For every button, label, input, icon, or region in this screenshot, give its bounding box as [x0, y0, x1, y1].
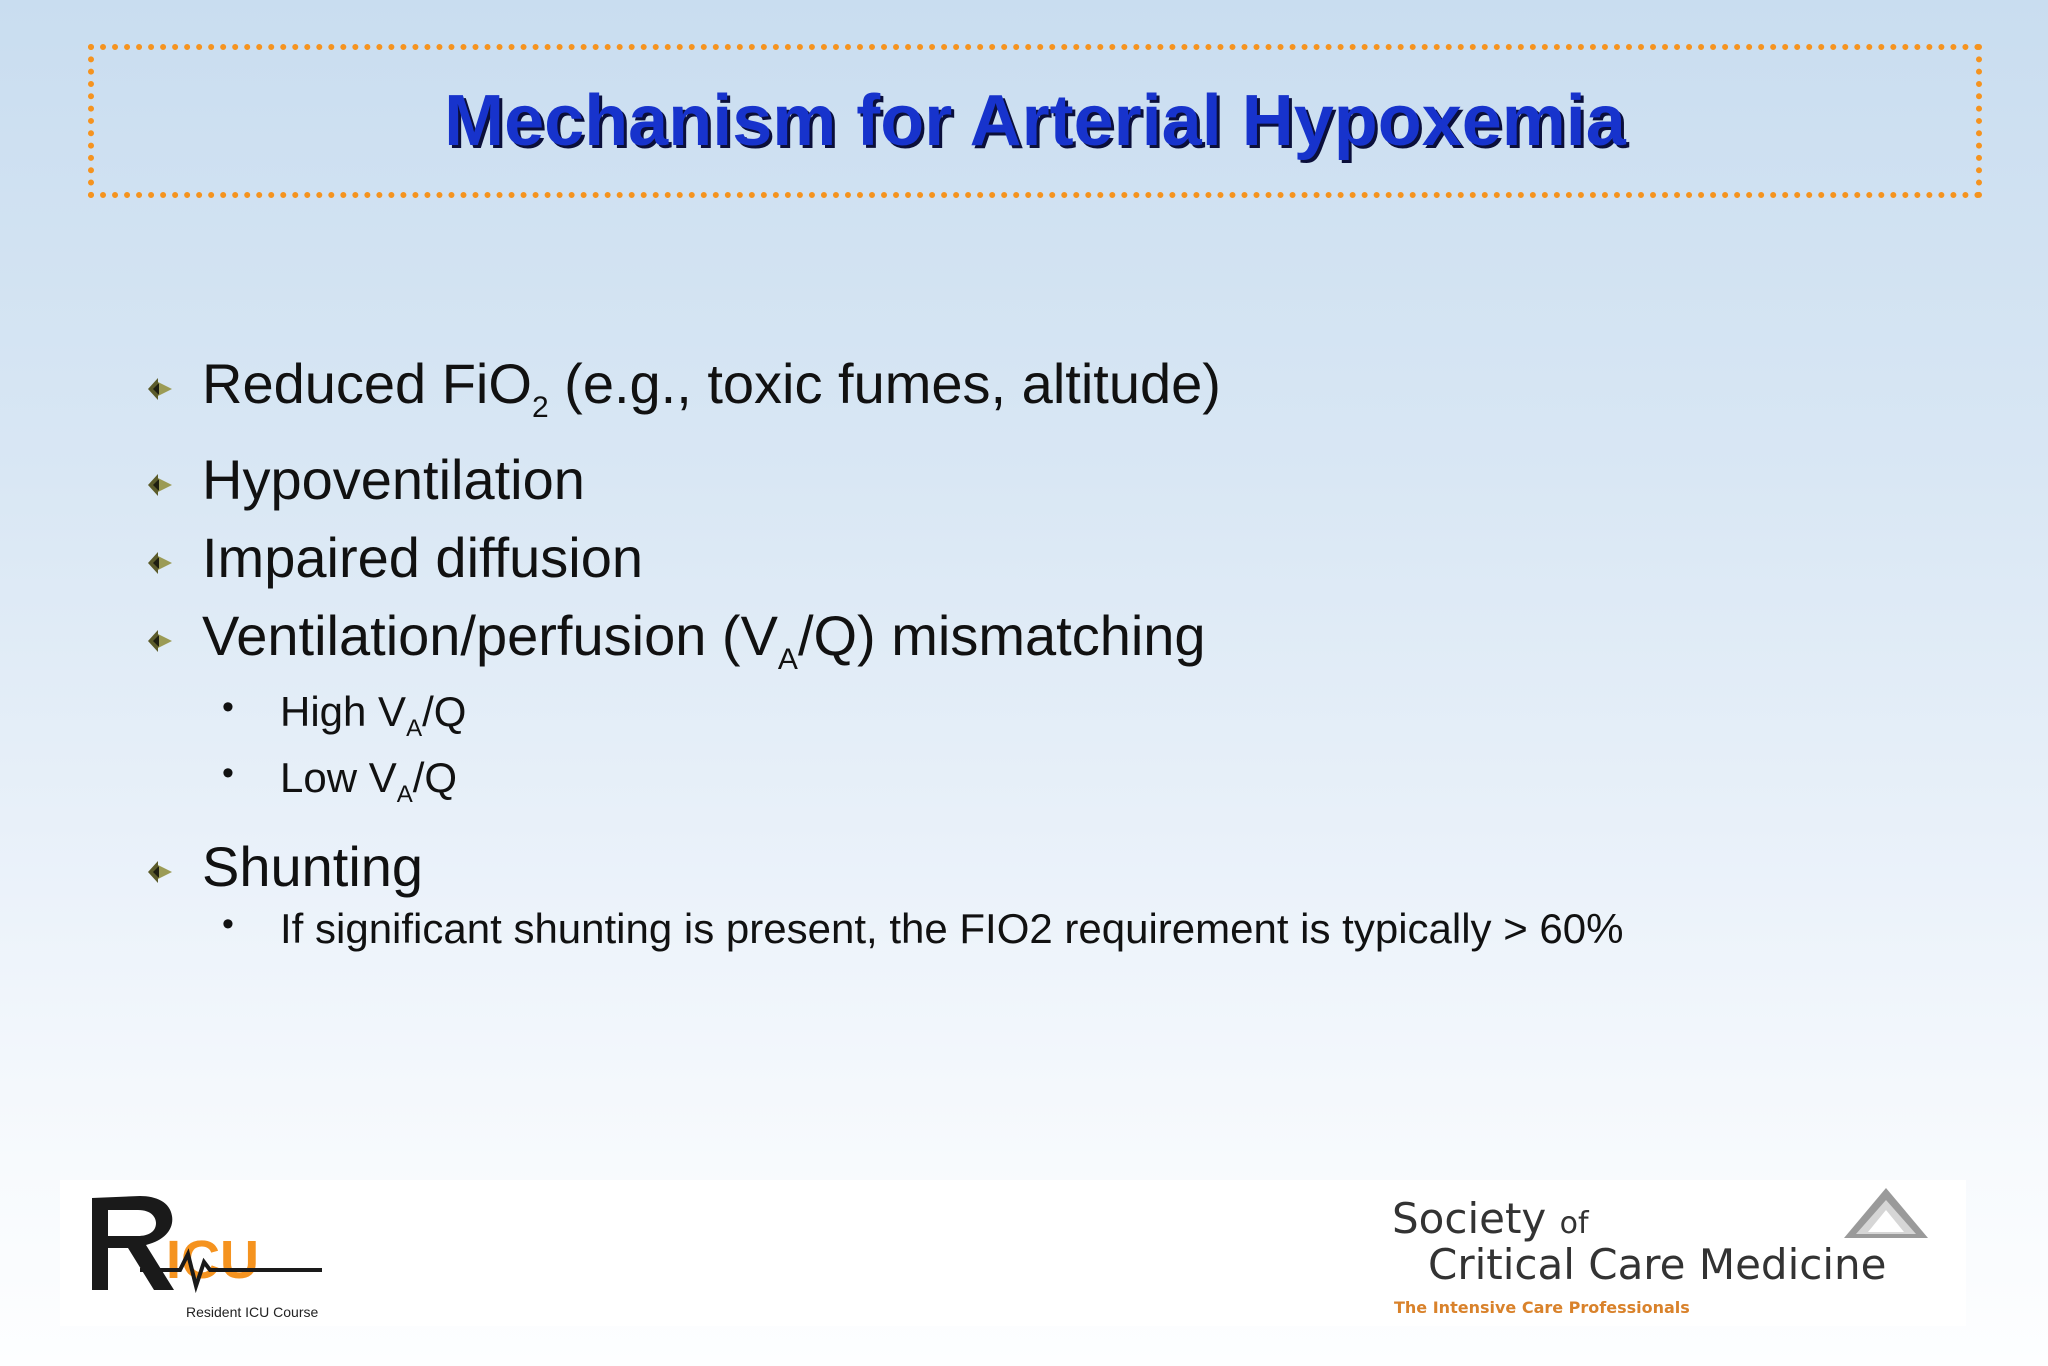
sccm-logo: [1392, 1180, 1952, 1326]
bullet-arrow-icon: [142, 624, 176, 658]
subscript: A: [396, 781, 413, 809]
sub-bullet-text: High V: [280, 687, 407, 735]
bullet-text: Reduced FiO: [202, 352, 532, 415]
sub-bullet-item: [140, 688, 1940, 743]
sub-bullet-text: /Q: [412, 754, 458, 802]
ricu-logo-mark: [84, 1190, 324, 1300]
sccm-pyramid-icon: [1836, 1184, 1946, 1244]
sub-bullet-dot: •: [222, 687, 234, 726]
sccm-name-line2: Critical Care Medicine: [1428, 1240, 1887, 1289]
svg-text:ICU: ICU: [166, 1230, 259, 1290]
bullet-text: /Q) mismatching: [797, 604, 1206, 668]
slide-title: Mechanism for Arterial Hypoxemia: [444, 81, 1626, 161]
subscript: A: [406, 714, 423, 742]
bullet-item: [140, 604, 1940, 678]
bullet-item: [140, 448, 1940, 512]
bullet-item: [140, 352, 1940, 426]
bullet-list: [140, 352, 1940, 954]
sub-bullet-dot: •: [222, 754, 234, 793]
bullet-text: Impaired diffusion: [202, 525, 643, 589]
bullet-text: Shunting: [202, 834, 424, 898]
sccm-tagline: The Intensive Care Professionals: [1394, 1298, 1690, 1317]
bullet-arrow-icon: [142, 468, 176, 502]
subscript: A: [777, 643, 798, 677]
bullet-text: (e.g., toxic fumes, altitude): [548, 352, 1221, 415]
footer-bar: [60, 1180, 1966, 1326]
bullet-arrow-icon: [142, 546, 176, 580]
title-frame: [88, 44, 1982, 198]
sccm-name-line1: Society of: [1392, 1194, 1589, 1243]
sub-bullet-text: /Q: [422, 687, 467, 735]
sub-bullet-item: [140, 905, 1940, 953]
sub-bullet-text: If significant shunting is present, the FIO2 requirement is typically > 60%: [280, 905, 1624, 953]
subscript: 2: [531, 391, 549, 424]
sub-bullet-item: [140, 754, 1940, 809]
sub-bullet-dot: •: [222, 905, 234, 944]
sub-bullet-text: Low V: [280, 754, 397, 802]
bullet-item: [140, 835, 1940, 899]
bullet-text: Ventilation/perfusion (V: [202, 604, 778, 668]
bullet-text: Hypoventilation: [202, 447, 585, 511]
bullet-arrow-icon: [142, 372, 176, 406]
ricu-logo: [84, 1190, 324, 1320]
bullet-arrow-icon: [142, 855, 176, 889]
bullet-item: [140, 526, 1940, 590]
ricu-subtitle: Resident ICU Course: [186, 1304, 319, 1320]
